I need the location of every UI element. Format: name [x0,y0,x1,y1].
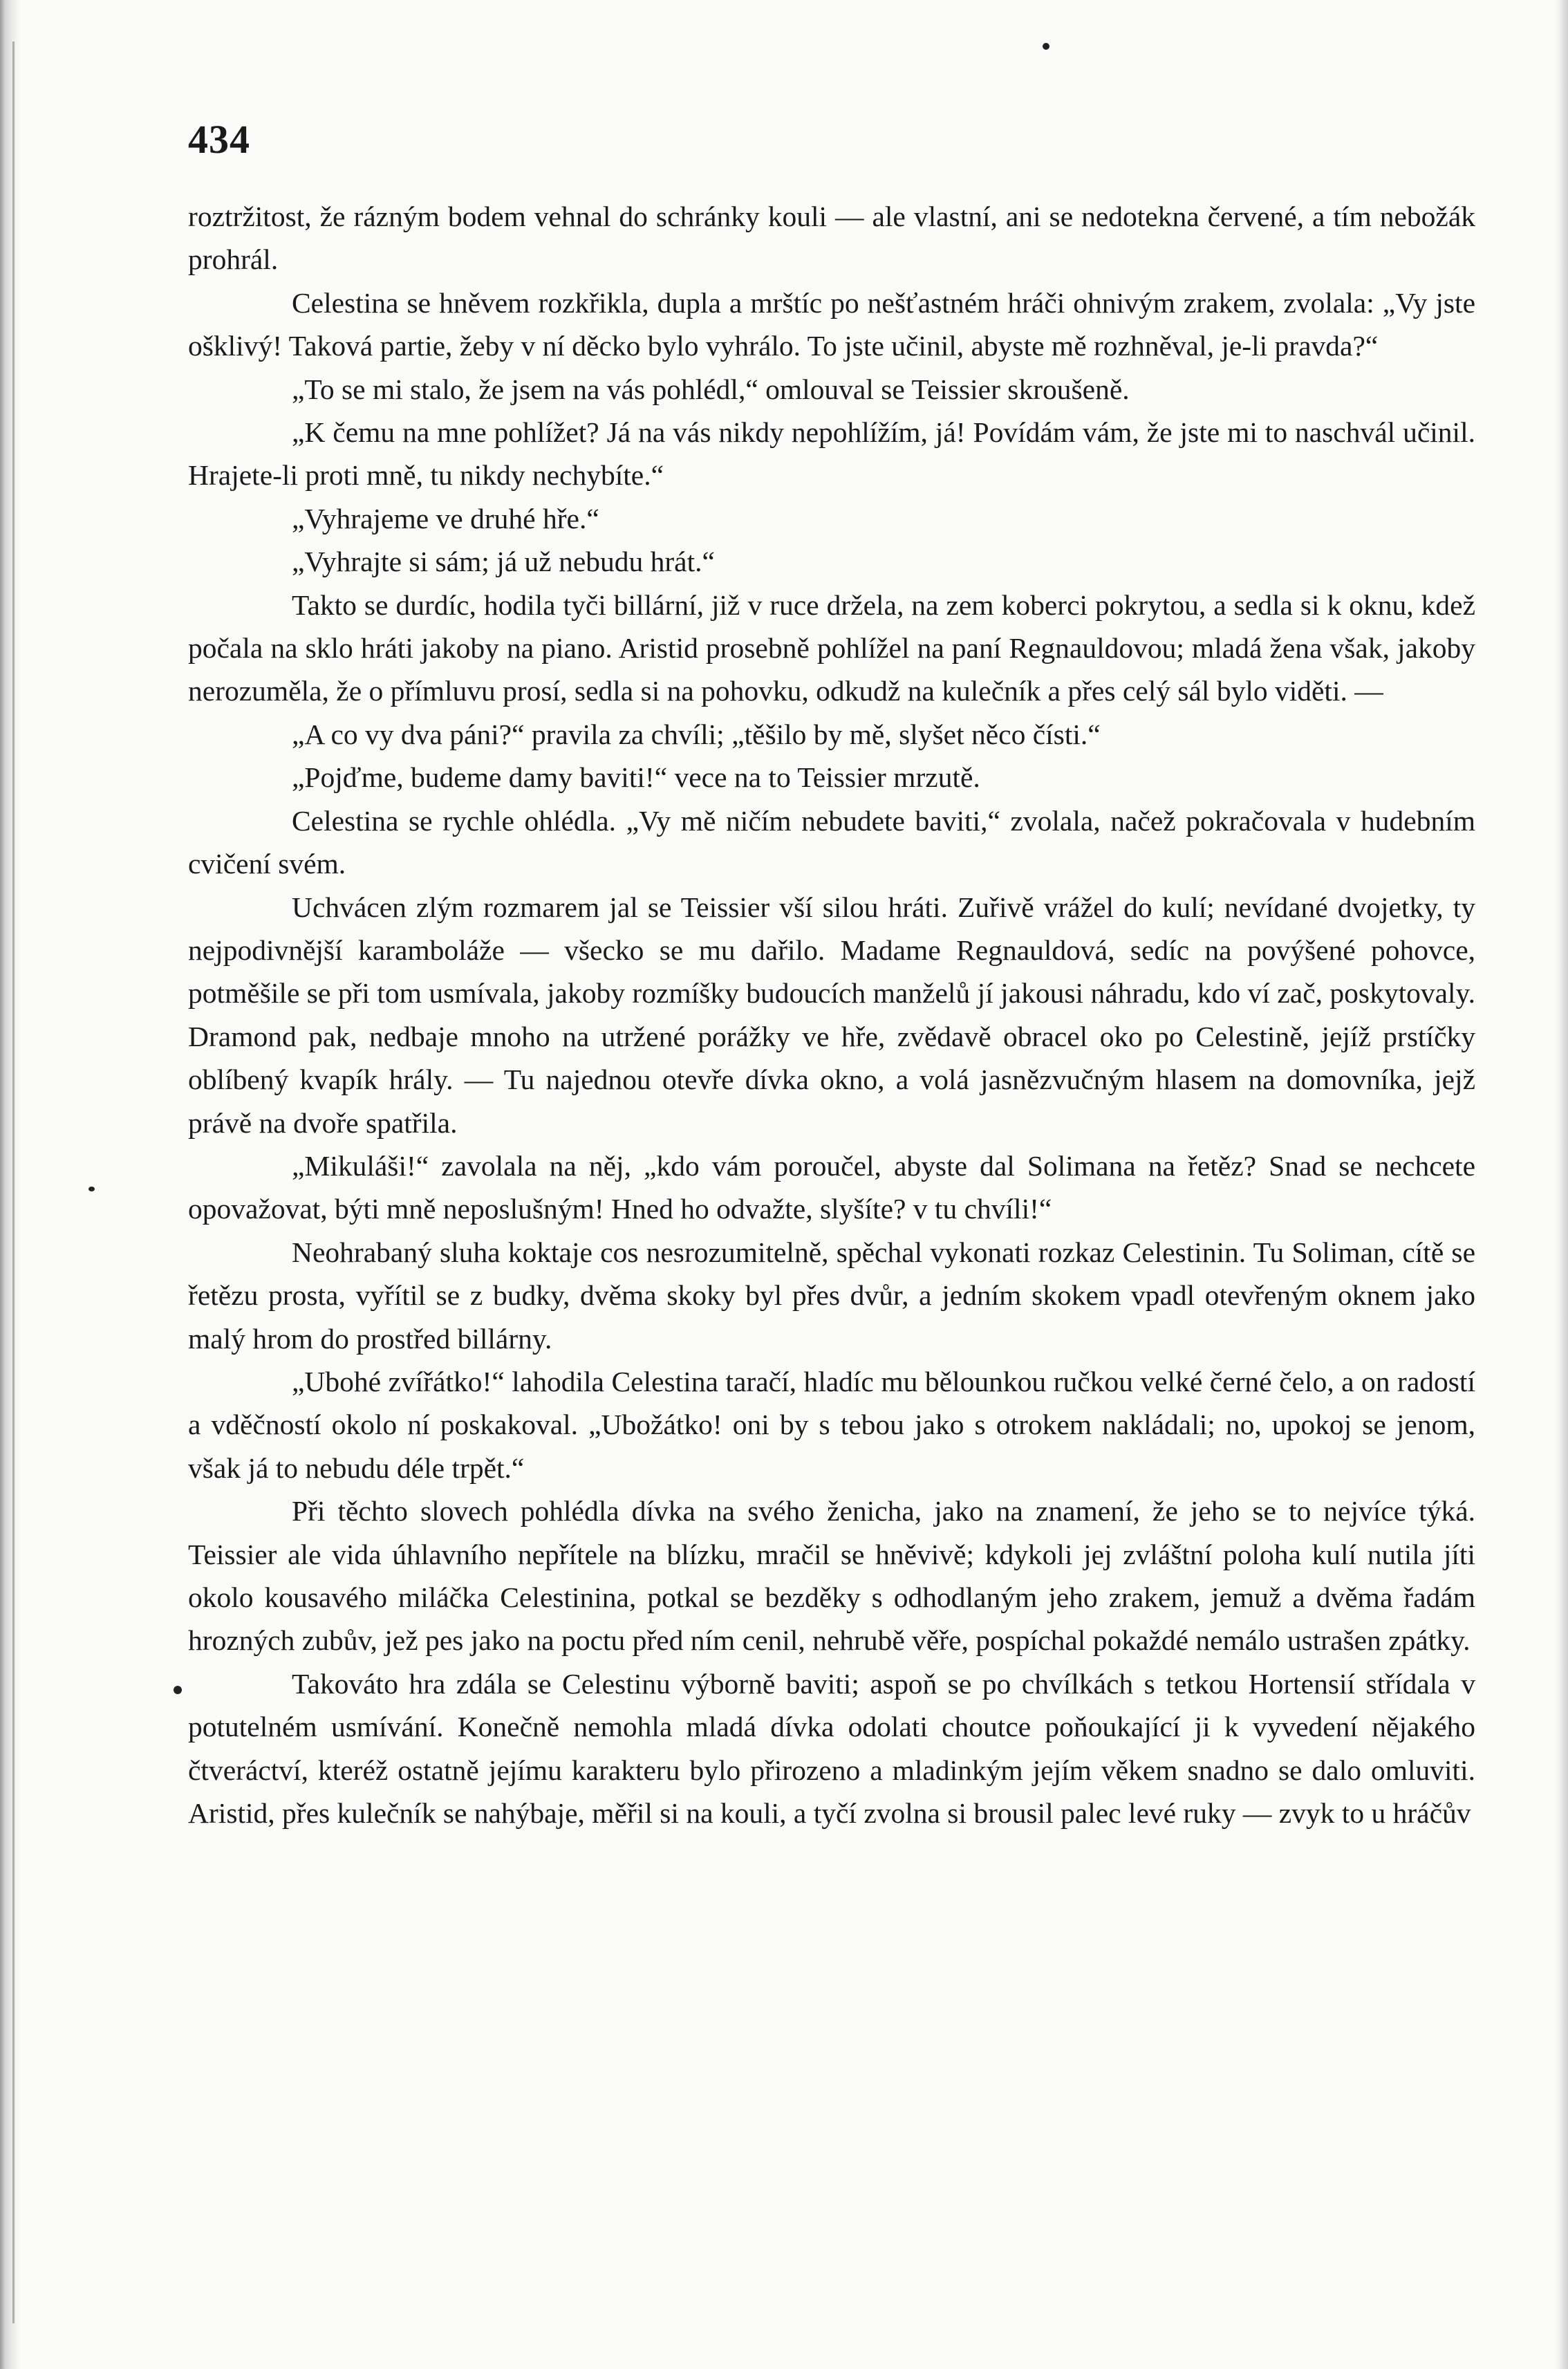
paragraph: Celestina se rychle ohlédla. „Vy mě ničím nebudete baviti,“ zvolala, načež pokračovala v hudebním cvičení svém. [188,804,1475,880]
paragraph: „Vyhrajeme ve druhé hře.“ [292,502,599,535]
paragraph: Takto se durdíc, hodila tyči billární, již v ruce držela, na zem koberci pokrytou, a sedla si k oknu, kdež počala na sklo hráti jakoby na piano. Aristid prosebně pohlížel na paní Regnauldovou; mladá žena však, jakoby nerozuměla, že o přímluvu prosí, sedla si na pohovku, odkudž na kulečník a přes celý sál bylo viděti. — [188,588,1475,707]
paragraph: „Mikuláši!“ zavolala na něj, „kdo vám poroučel, abyste dal Solimana na řetěz? Snad se nechcete opovažovat, býti mně neposlušným! Hned ho odvažte, slyšíte? v tu chvíli!“ [188,1149,1475,1225]
binding-line [12,41,15,2323]
ink-speck [174,1686,182,1694]
paragraph: „Vyhrajte si sám; já už nebudu hrát.“ [292,546,715,578]
paragraph: Neohrabaný sluha koktaje cos nesrozumitelně, spěchal vykonati rozkaz Celestinin. Tu Soliman, cítě se řetězu prosta, vyřítil se z budky, dvěma skoky byl přes dvůr, a jedním skokem vpadl otevřeným oknem jako malý hrom do prostřed billárny. [188,1236,1475,1355]
paragraph: „K čemu na mne pohlížet? Já na vás nikdy nepohlížím, já! Povídám vám, že jste mi to naschvál učinil. Hrajete-li proti mně, tu nikdy nechybíte.“ [188,416,1475,492]
paragraph: „To se mi stalo, že jsem na vás pohlédl,“ omlouval se Teissier skroušeně. [292,373,1130,405]
ink-speck [88,1187,95,1191]
paragraph: Při těchto slovech pohlédla dívka na svého ženicha, jako na znamení, že jeho se to nejvíce týká. Teissier ale vida úhlavního nepřítele na blízku, mračil se hněvivě; kdykoli jej zvláštní poloha kulí nutila jíti okolo kousavého miláčka Celestinina, potkal se bezděky s odhodlaným jeho zrakem, jemuž a dvěma řadám hrozných zubův, jež pes jako na poctu před ním cenil, nehrubě věře, pospíchal pokaždé nemálo ustrašen zpátky. [188,1495,1475,1657]
paragraph: „Pojďme, budeme damy baviti!“ vece na to Teissier mrzutě. [292,761,980,794]
binding-edge [0,0,21,2369]
paragraph: „Ubohé zvířátko!“ lahodila Celestina taračí, hladíc mu bělounkou ručkou velké černé čelo, a on radostí a vděčností okolo ní poskakoval. „Ubožátko! oni by s tebou jako s otrokem nakládali; no, upokoj se jenom, však já to nebudu déle trpět.“ [188,1365,1475,1484]
paragraph: „A co vy dva páni?“ pravila za chvíli; „těšilo by mě, slyšet něco čísti.“ [292,718,1101,750]
page-edge [1556,0,1568,2369]
body-text [188,195,1475,1834]
paragraph: roztržitost, že rázným bodem vehnal do schránky kouli — ale vlastní, ani se nedotekna červené, a tím nebožák prohrál. [188,201,1475,276]
paragraph: Takováto hra zdála se Celestinu výborně baviti; aspoň se po chvílkách s tetkou Hortensií střídala v potutelném usmívání. Konečně nemohla mladá dívka odolati choutce poňoukající ji k vyvedení nějakého čtveráctví, kteréž ostatně jejímu karakteru bylo přirozeno a mladinkým jejím věkem snadno se dalo omluviti. Aristid, přes kulečník se nahýbaje, měřil si na kouli, a tyčí zvolna si brousil palec levé ruky — zvyk to u hráčův [188,1667,1475,1830]
page-number: 434 [188,117,250,162]
paragraph: Celestina se hněvem rozkřikla, dupla a mrštíc po nešťastném hráči ohnivým zrakem, zvolala: „Vy jste ošklivý! Taková partie, žeby v ní děcko bylo vyhrálo. To jste učinil, abyste mě rozhněval, je-li pravda?“ [188,286,1475,362]
ink-speck [1043,43,1049,50]
paragraph: Uchvácen zlým rozmarem jal se Teissier vší silou hráti. Zuřivě vrážel do kulí; nevídané dvojetky, ty nejpodivnější karamboláže — všecko se mu dařilo. Madame Regnauldová, sedíc na povýšené pohovce, potměšile se při tom usmívala, jakoby rozmíšky budoucích manželů jí jakousi náhradu, kdo ví zač, poskytovaly. Dramond pak, nedbaje mnoho na utržené porážky ve hře, zvědavě obracel oko po Celestině, jejíž prstíčky oblíbený kvapík hrály. — Tu najednou otevře dívka okno, a volá jasnězvučným hlasem na domovníka, jejž právě na dvoře spatřila. [188,891,1475,1139]
